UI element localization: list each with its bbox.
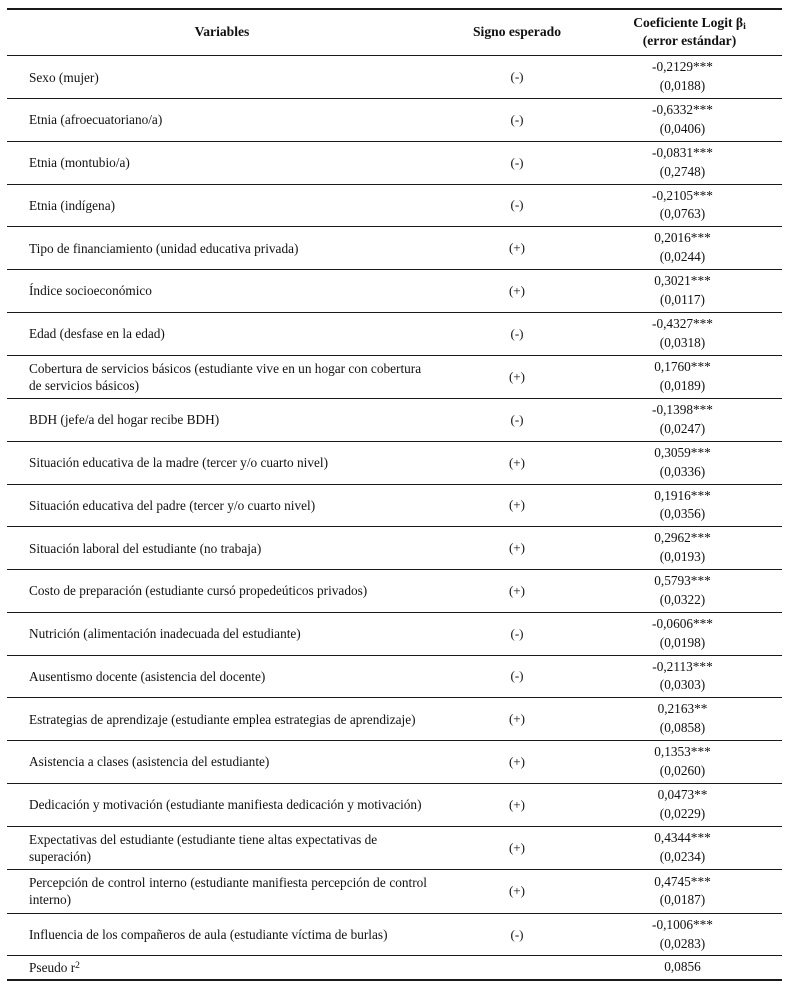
coefficient-estimate: 0,2962*** (654, 530, 711, 546)
standard-error: (0,0318) (659, 334, 706, 350)
coefficient-cell (597, 56, 782, 99)
column-header-variables: Variables (7, 9, 437, 56)
variable-label: Costo de preparación (estudiante cursó propedeúticos privados) (7, 570, 437, 613)
variable-label: Percepción de control interno (estudiante manifiesta percepción de control interno) (7, 870, 437, 914)
summary-sign-empty (437, 956, 597, 980)
table-row (7, 56, 782, 99)
standard-error: (0,0322) (659, 591, 706, 607)
pseudo-r2-label-text: Pseudo r (29, 960, 76, 976)
coefficient-header-line2: (error estándar) (642, 32, 737, 48)
variable-label: Estrategias de aprendizaje (estudiante emplea estrategias de aprendizaje) (7, 698, 437, 741)
coefficient-estimate: 0,1353*** (654, 744, 711, 760)
coefficient-estimate: -0,2113*** (652, 658, 713, 674)
pseudo-r2-label (7, 956, 437, 980)
standard-error: (0,0187) (659, 892, 706, 908)
pseudo-r2-value: 0,0856 (664, 959, 701, 975)
coefficient-cell (597, 655, 782, 698)
coefficient-cell (597, 741, 782, 784)
coefficient-cell (597, 441, 782, 484)
summary-row (7, 956, 782, 980)
coefficient-cell (597, 270, 782, 313)
expected-sign-value: (-) (437, 612, 597, 655)
coefficient-cell (597, 355, 782, 399)
standard-error: (0,0356) (659, 506, 706, 522)
coefficient-estimate: 0,5793*** (654, 573, 711, 589)
expected-sign-value: (-) (437, 56, 597, 99)
standard-error: (0,0260) (659, 762, 706, 778)
coefficient-cell (597, 184, 782, 227)
coefficient-cell (597, 99, 782, 142)
pseudo-r2-cell (597, 956, 782, 980)
expected-sign-value: (+) (437, 227, 597, 270)
variable-label: Dedicación y motivación (estudiante manifiesta dedicación y motivación) (7, 783, 437, 826)
coefficient-cell (597, 570, 782, 613)
variable-label: Asistencia a clases (asistencia del estudiante) (7, 741, 437, 784)
coefficient-cell (597, 399, 782, 442)
table-header (7, 9, 782, 56)
table-row (7, 355, 782, 399)
table-row (7, 698, 782, 741)
coefficient-cell (597, 484, 782, 527)
standard-error: (0,0189) (659, 377, 706, 393)
table-row (7, 99, 782, 142)
expected-sign-value: (+) (437, 826, 597, 870)
expected-sign-value: (-) (437, 399, 597, 442)
table-row (7, 655, 782, 698)
table-row (7, 441, 782, 484)
coefficient-estimate: -0,1006*** (652, 916, 713, 932)
variable-label: Tipo de financiamiento (unidad educativa privada) (7, 227, 437, 270)
standard-error: (0,0283) (659, 935, 706, 951)
coefficient-estimate: -0,1398*** (652, 402, 713, 418)
header-row (7, 9, 782, 56)
coefficient-estimate: -0,2105*** (652, 187, 713, 203)
variable-label: Etnia (afroecuatoriano/a) (7, 99, 437, 142)
standard-error: (0,0406) (659, 120, 706, 136)
coefficient-estimate: 0,2016*** (654, 230, 711, 246)
variable-label: Cobertura de servicios básicos (estudiante vive en un hogar con cobertura de servicios básicos) (7, 355, 437, 399)
expected-sign-value: (+) (437, 570, 597, 613)
coefficient-cell (597, 312, 782, 355)
coefficient-estimate: 0,3059*** (654, 444, 711, 460)
standard-error: (0,0193) (659, 549, 706, 565)
standard-error: (0,0117) (660, 291, 705, 307)
table-row (7, 399, 782, 442)
expected-sign-value: (-) (437, 141, 597, 184)
pseudo-r2-superscript: 2 (75, 960, 80, 972)
coefficient-cell (597, 698, 782, 741)
table-row (7, 141, 782, 184)
coefficient-estimate: 0,3021*** (654, 273, 711, 289)
logit-results-table (7, 8, 782, 981)
table-row (7, 270, 782, 313)
beta-subscript-i: i (743, 20, 746, 32)
expected-sign-value: (+) (437, 783, 597, 826)
expected-sign-value: (-) (437, 99, 597, 142)
standard-error: (0,0858) (659, 720, 706, 736)
table-row (7, 484, 782, 527)
standard-error: (0,0188) (659, 78, 706, 94)
coefficient-cell (597, 783, 782, 826)
expected-sign-value: (-) (437, 913, 597, 956)
expected-sign-value: (+) (437, 484, 597, 527)
table-row (7, 741, 782, 784)
coefficient-cell (597, 870, 782, 914)
coefficient-estimate: 0,1760*** (654, 358, 711, 374)
expected-sign-value: (+) (437, 270, 597, 313)
standard-error: (0,0763) (659, 206, 706, 222)
table-row (7, 826, 782, 870)
variable-label: Situación educativa de la madre (tercer y/o cuarto nivel) (7, 441, 437, 484)
coefficient-header-line1 (633, 15, 746, 30)
variable-label: Sexo (mujer) (7, 56, 437, 99)
variable-label: BDH (jefe/a del hogar recibe BDH) (7, 399, 437, 442)
coefficient-estimate: -0,4327*** (652, 315, 713, 331)
coefficient-estimate: 0,1916*** (654, 487, 711, 503)
table-row (7, 527, 782, 570)
coefficient-cell (597, 141, 782, 184)
variable-label: Edad (desfase en la edad) (7, 312, 437, 355)
expected-sign-value: (+) (437, 355, 597, 399)
table-row (7, 612, 782, 655)
coefficient-estimate: -0,6332*** (652, 102, 713, 118)
variable-label: Influencia de los compañeros de aula (estudiante víctima de burlas) (7, 913, 437, 956)
coefficient-estimate: 0,4344*** (654, 829, 711, 845)
coefficient-estimate: 0,0473** (657, 786, 708, 802)
coefficient-estimate: 0,2163** (657, 701, 708, 717)
variable-label: Etnia (montubio/a) (7, 141, 437, 184)
column-header-coefficient (597, 9, 782, 56)
expected-sign-value: (+) (437, 870, 597, 914)
table-row (7, 870, 782, 914)
standard-error: (0,0247) (659, 420, 706, 436)
coefficient-cell (597, 913, 782, 956)
standard-error: (0,2748) (659, 163, 706, 179)
table-row (7, 227, 782, 270)
coefficient-cell (597, 612, 782, 655)
expected-sign-value: (-) (437, 312, 597, 355)
standard-error: (0,0244) (659, 249, 706, 265)
coefficient-estimate: -0,0606*** (652, 615, 713, 631)
variable-label: Etnia (indígena) (7, 184, 437, 227)
expected-sign-value: (+) (437, 527, 597, 570)
table-body (7, 56, 782, 981)
standard-error: (0,0303) (659, 677, 706, 693)
table-row (7, 783, 782, 826)
variable-label: Ausentismo docente (asistencia del docente) (7, 655, 437, 698)
table-row (7, 913, 782, 956)
variable-label: Situación educativa del padre (tercer y/o cuarto nivel) (7, 484, 437, 527)
coefficient-cell (597, 826, 782, 870)
expected-sign-value: (-) (437, 655, 597, 698)
standard-error: (0,0234) (659, 848, 706, 864)
table-row (7, 570, 782, 613)
coefficient-estimate: -0,0831*** (652, 144, 713, 160)
variable-label: Nutrición (alimentación inadecuada del estudiante) (7, 612, 437, 655)
coefficient-cell (597, 227, 782, 270)
standard-error: (0,0336) (659, 463, 706, 479)
table-row (7, 312, 782, 355)
column-header-expected-sign: Signo esperado (437, 9, 597, 56)
coefficient-cell (597, 527, 782, 570)
table-row (7, 184, 782, 227)
variable-label: Situación laboral del estudiante (no trabaja) (7, 527, 437, 570)
expected-sign-value: (-) (437, 184, 597, 227)
standard-error: (0,0198) (659, 634, 706, 650)
coefficient-header-text: Coeficiente Logit β (633, 15, 744, 30)
variable-label: Expectativas del estudiante (estudiante tiene altas expectativas de superación) (7, 826, 437, 870)
coefficient-estimate: 0,4745*** (654, 873, 711, 889)
expected-sign-value: (+) (437, 741, 597, 784)
expected-sign-value: (+) (437, 698, 597, 741)
variable-label: Índice socioeconómico (7, 270, 437, 313)
expected-sign-value: (+) (437, 441, 597, 484)
standard-error: (0,0229) (659, 805, 706, 821)
coefficient-estimate: -0,2129*** (652, 59, 713, 75)
